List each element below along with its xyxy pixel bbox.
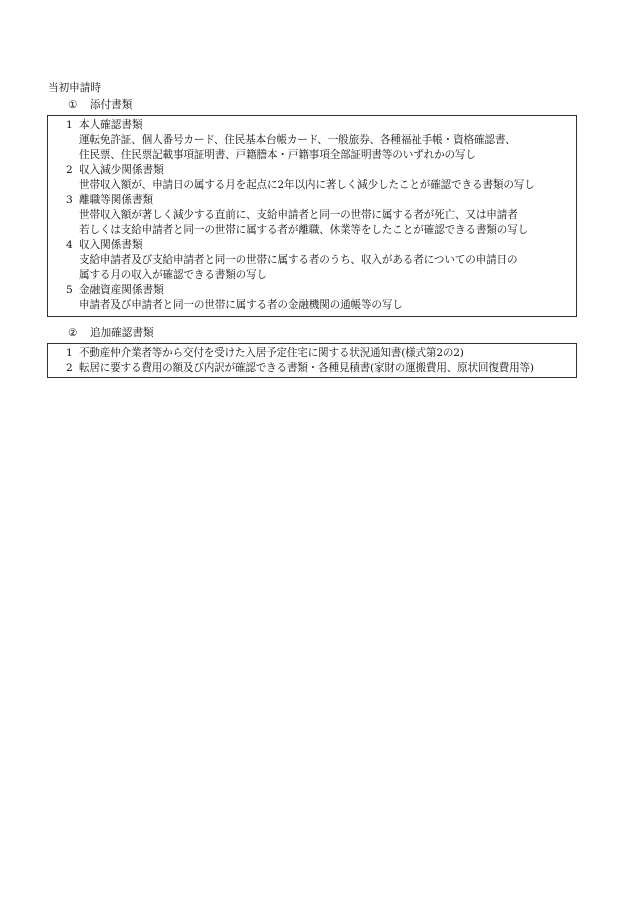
attached-documents-box [47, 115, 577, 317]
item-label-row [48, 163, 576, 178]
list-item [48, 238, 576, 283]
list-item [48, 193, 576, 238]
section2-title-text: 追加確認書類 [90, 327, 154, 339]
item-label: 離職等関係書類 [79, 194, 154, 206]
page-heading: 当初申請時 [48, 82, 101, 94]
section2-number: ② [68, 327, 78, 339]
section1-number: ① [68, 99, 78, 111]
item-number: 1 [66, 347, 73, 359]
item-label-row [48, 283, 576, 298]
item-label: 収入減少関係書類 [79, 164, 164, 176]
section1-title-text: 添付書類 [90, 99, 133, 111]
list-item [48, 346, 576, 361]
item-label-row [48, 118, 576, 133]
item-description-line: 属する月の収入が確認できる書類の写し [79, 269, 267, 281]
item-label-row [48, 238, 576, 253]
item-number: 2 [66, 164, 73, 176]
item-text: 転居に要する費用の額及び内訳が確認できる書類・各種見積書(家財の運搬費用、原状回復費用等) [79, 362, 534, 374]
item-number: 4 [66, 239, 73, 251]
item-description-line: 世帯収入額が著しく減少する直前に、支給申請者と同一の世帯に属する者が死亡、又は申請者 [79, 209, 518, 221]
item-label: 金融資産関係書類 [79, 284, 164, 296]
item-description-line: 若しくは支給申請者と同一の世帯に属する者が離職、休業等をしたことが確認できる書類の写し [79, 224, 529, 236]
item-description-line: 運転免許証、個人番号カード、住民基本台帳カード、一般旅券、各種福祉手帳・資格確認書、 [79, 134, 516, 146]
list-item [48, 283, 576, 313]
item-label: 本人確認書類 [79, 119, 143, 131]
section1-title [68, 98, 132, 113]
item-text: 不動産仲介業者等から交付を受けた入居予定住宅に関する状況通知書(様式第2の2) [79, 347, 464, 359]
item-label-row [48, 193, 576, 208]
list-item [48, 163, 576, 193]
item-number: 5 [66, 284, 73, 296]
item-number: 3 [66, 194, 73, 206]
list-item [48, 118, 576, 163]
additional-documents-box [47, 343, 577, 378]
item-description-line: 支給申請者及び支給申請者と同一の世帯に属する者のうち、収入がある者についての申請日の [79, 254, 518, 266]
item-number: 2 [66, 362, 73, 374]
item-description-line: 申請者及び申請者と同一の世帯に属する者の金融機関の通帳等の写し [79, 299, 403, 311]
item-description-line: 世帯収入額が、申請日の属する月を起点に2年以内に著しく減少したことが確認できる書類の写し [79, 179, 535, 191]
section2-title [68, 326, 154, 341]
item-number: 1 [66, 119, 73, 131]
item-label: 収入関係書類 [79, 239, 143, 251]
list-item [48, 361, 576, 376]
item-description-line: 住民票、住民票記載事項証明書、戸籍謄本・戸籍事項全部証明書等のいずれかの写し [79, 149, 476, 161]
